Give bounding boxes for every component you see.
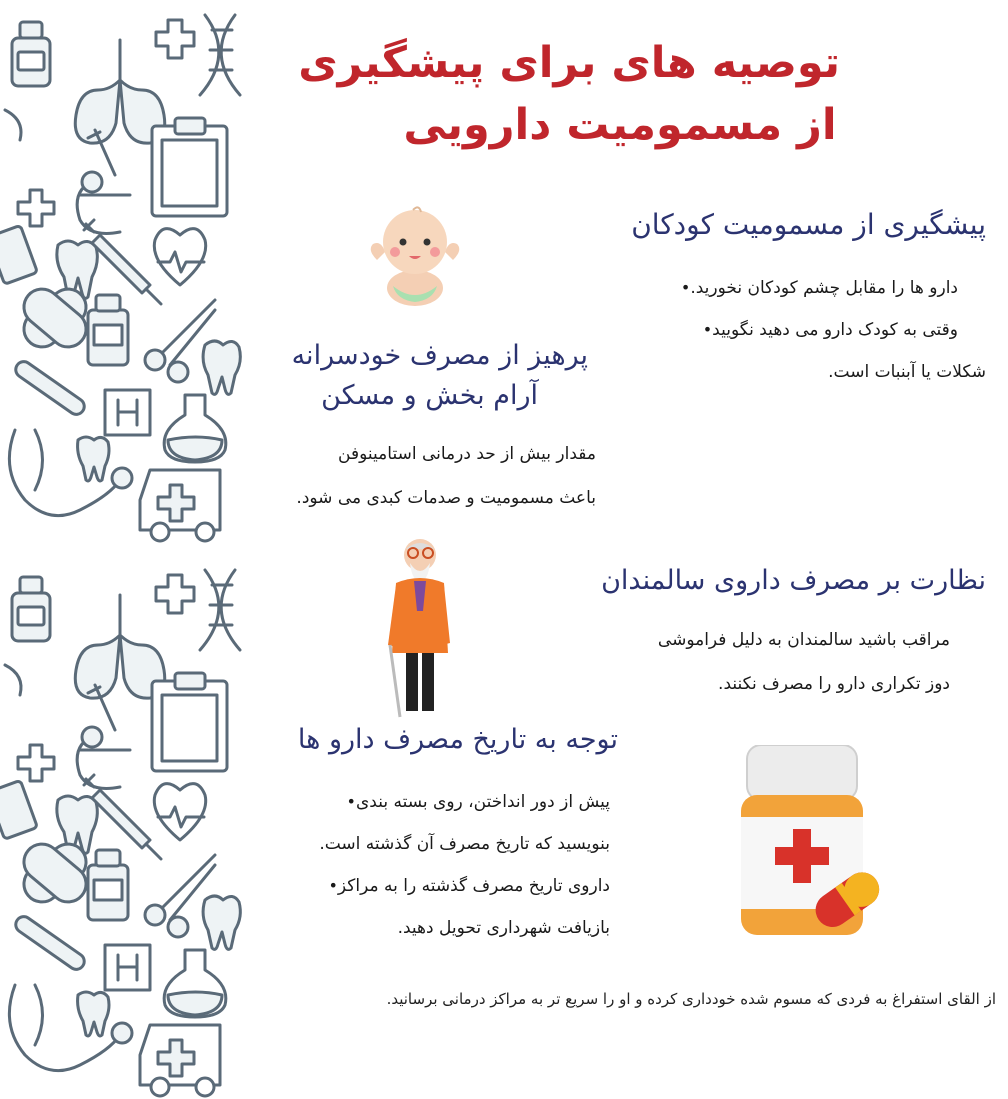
children-bullet-2-continuation: شکلات یا آبنبات است. [828, 362, 986, 382]
flask-icon [164, 395, 226, 462]
page-title-line-2: از مسمومیت دارویی [403, 100, 837, 150]
tooth-icon [78, 437, 109, 481]
elderly-text-line-1: مراقب باشید سالمندان به دلیل فراموشی [657, 630, 950, 650]
expiry-bullet-2-line-2: بازیافت شهرداری تحویل دهید. [397, 918, 610, 938]
bottom-note: از القای استفراغ به فردی که مسوم شده خودداری کرده و او را سریع تر به مراکز درمانی برسانید. [386, 990, 996, 1008]
children-bullet-1: دارو ها را مقابل چشم کودکان نخورید. • [671, 278, 958, 298]
microscope-icon [77, 130, 130, 234]
heart-rate-icon [154, 229, 205, 285]
children-section-heading: پیشگیری از مسمومیت کودکان [631, 208, 986, 241]
plus-icon [156, 20, 194, 58]
hospital-icon [105, 390, 150, 435]
self-medication-text-line-1: مقدار بیش از حد درمانی استامینوفن [338, 444, 596, 464]
expiry-bullet-1-line-1: پیش از دور انداختن، روی بسته بندی • [337, 792, 610, 812]
children-bullet-2: وقتی به کودک دارو می دهید نگویید • [693, 320, 958, 340]
pill-strip-icon [0, 225, 37, 284]
elderly-text-line-2: دوز تکراری دارو را مصرف نکنند. [718, 674, 950, 694]
medicine-bottle-icon [88, 295, 128, 365]
thermometer-icon [13, 359, 88, 418]
expiry-bullet-2-line-1: داروی تاریخ مصرف گذشته را به مراکز • [318, 876, 610, 896]
medical-doodle-tile [0, 15, 240, 541]
pill-bottle-illustration [735, 745, 885, 945]
elderly-man-illustration [378, 535, 463, 720]
self-medication-text-line-2: باعث مسمومیت و صدمات کبدی می شود. [296, 488, 596, 508]
clipboard-icon [152, 118, 227, 216]
pill-icon [5, 110, 21, 140]
expiry-section-heading: توجه به تاریخ مصرف دارو ها [297, 724, 618, 755]
expiry-bullet-1-line-2: بنویسید که تاریخ مصرف آن گذشته است. [319, 834, 610, 854]
self-medication-heading-line-1: پرهیز از مصرف خودسرانه [291, 340, 588, 371]
medical-doodle-pattern [0, 0, 250, 1099]
page-title-line-1: توصیه های برای پیشگیری [298, 38, 840, 88]
stethoscope-icon [9, 430, 132, 516]
medicine-bottle-icon [12, 22, 50, 86]
elderly-section-heading: نظارت بر مصرف داروی سالمندان [601, 565, 986, 596]
baby-illustration [365, 200, 465, 310]
plus-icon [18, 190, 54, 226]
dna-icon [200, 15, 240, 95]
ambulance-icon [140, 470, 220, 541]
tooth-icon [203, 341, 240, 394]
self-medication-heading-line-2: آرام بخش و مسکن [321, 380, 538, 411]
